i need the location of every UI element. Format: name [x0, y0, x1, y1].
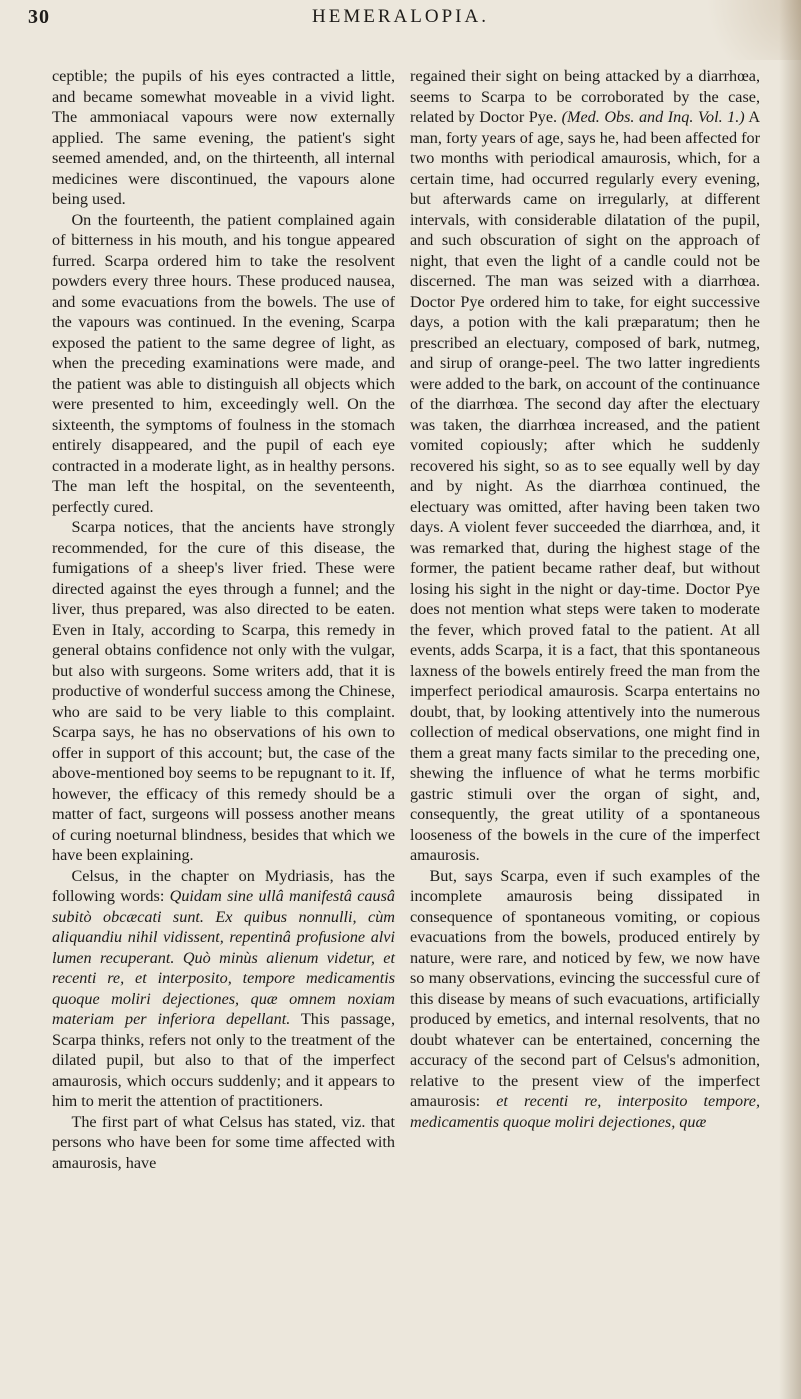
right-column [410, 66, 760, 1132]
left-paragraph-5: The first part of what Celsus has stated, viz. that persons who have been for some time affected with amaurosis, have [52, 1112, 395, 1172]
pye-case-intro: regained their sight on being attacked by a diarrhœa, seems to Scarpa to be corroborated by the case, related by Doctor Pye. [410, 67, 760, 126]
celsus-intro: Celsus, in the chapter on Mydriasis, has the following words: [52, 866, 395, 905]
right-paragraph-2 [410, 866, 760, 1133]
left-column [52, 66, 395, 1173]
running-title: HEMERALOPIA. [312, 6, 489, 27]
left-paragraph-2: On the fourteenth, the patient complained again of bitterness in his mouth, and his tongue appeared furred. Scarpa ordered him to take the resolvent powders every three hours. These produced nausea, and some evacuations from the bowels. The use of the vapours was continued. In the evening, Scarpa exposed the patient to the same degree of light, as when the preceding examinations were made, and the patient was able to distinguish all objects which were presented to him, exceedingly well. On the sixteenth, the symptoms of foulness in the stomach entirely disappeared, and the pupil of each eye contracted in a moderate light, as in healthy persons. The man left the hospital, on the seventeenth, perfectly cured. [52, 210, 395, 516]
celsus-commentary: This passage, Scarpa thinks, refers not only to the treatment of the dilated pupil, but also to that of the imperfect amaurosis, which occurs suddenly; and it appears to him to merit the attention of practitioners. [52, 1010, 396, 1110]
scarpa-argument: But, says Scarpa, even if such examples of the incomplete amaurosis being dissipated in consequence of spontaneous vomiting, or copious evacuations from the bowels, produced entirely by nature, were rare, and noticed by few, we now have so many observations, evincing the successful cure of this disease by means of such evacuations, artificially produced by emetics, and internal resolvents, that no doubt whatever can be entertained, concerning the accuracy of the second part of Celsus's admonition, relative to the present view of the imperfect amaurosis: [410, 866, 760, 1110]
celsus-latin-quote: Quidam sine ullâ manifestâ causâ subitò obcæcati sunt. Ex quibus nonnulli, cùm aliquandiu nihil vidissent, repentinâ profusione alvi lumen recuperant. Quò minùs alienum videtur, et recenti re, et interposito, tempore medicamentis quoque moliri dejectiones, quæ omnem noxiam materiam per inferiora depellant. [52, 887, 395, 1028]
right-paragraph-1 [410, 66, 760, 866]
left-paragraph-1: ceptible; the pupils of his eyes contracted a little, and became somewhat moveable in a vivid light. The ammoniacal vapours were now externally applied. The same evening, the patient's sight seemed amended, and, on the thirteenth, all internal medicines were discontinued, the vapours alone being used. [52, 67, 395, 208]
citation: (Med. Obs. and Inq. Vol. 1.) [561, 108, 745, 126]
pye-case-body: A man, forty years of age, says he, had been affected for two months with periodical amaurosis, which, for a certain time, had occurred regularly every evening, but afterwards came on irregularly, at different intervals, with considerable dilatation of the pupil, and such obscuration of sight on the approach of night, that even the light of a candle could not be discerned. The man was seized with a diarrhœa. Doctor Pye ordered him to take, for eight successive days, a potion with the kali præparatum; then he prescribed an electuary, composed of bark, nutmeg, and sirup of orange-peel. The two latter ingredients were added to the bark, on account of the continuance of the diarrhœa. The second day after the electuary was taken, the diarrhœa increased, and the patient vomited copiously; after which he suddenly recovered his sight, so as to see equally well by day and by night. As the diarrhœa continued, the electuary was omitted, after having been taken two days. A violent fever succeeded the diarrhœa, and, it was remarked that, during the highest stage of the former, the patient became rather deaf, but without losing his sight in the night or day-time. Doctor Pye does not mention what steps were taken to moderate the fever, which proved fatal to the patient. At all events, adds Scarpa, it is a fact, that this spontaneous laxness of the bowels entirely freed the man from the imperfect periodical amaurosis. Scarpa entertains no doubt, that, by looking attentively into the numerous collection of medical observations, one might find in them a great many facts similar to the preceding one, shewing the influence of what he terms morbific gastric stimuli over the organ of sight, and, consequently, the great utility of a spontaneous looseness of the bowels in the cure of the imperfect amaurosis. [410, 108, 761, 864]
page-edge-shadow [779, 0, 801, 1399]
page-number: 30 [28, 6, 50, 28]
left-paragraph-4 [52, 866, 395, 1112]
left-paragraph-3: Scarpa notices, that the ancients have strongly recommended, for the cure of this disease, the fumigations of a sheep's liver fried. These were directed against the eyes through a funnel; and the liver, thus prepared, was also directed to be eaten. Even in Italy, according to Scarpa, this remedy in general obtains confidence not only with the vulgar, but also with surgeons. Some writers add, that it is productive of wonderful success among the Chinese, who are said to be very liable to this complaint. Scarpa says, he has no observations of his own to offer in support of this account; but, the case of the above-mentioned boy seems to be repugnant to it. If, however, the efficacy of this remedy should be a matter of fact, surgeons will possess another means of curing noeturnal blindness, besides that which we have been explaining. [52, 518, 395, 864]
latin-quote-end: et recenti re, interposito tempore, medicamentis quoque moliri dejectiones, quæ [410, 1092, 761, 1131]
paper-stain [681, 0, 801, 60]
